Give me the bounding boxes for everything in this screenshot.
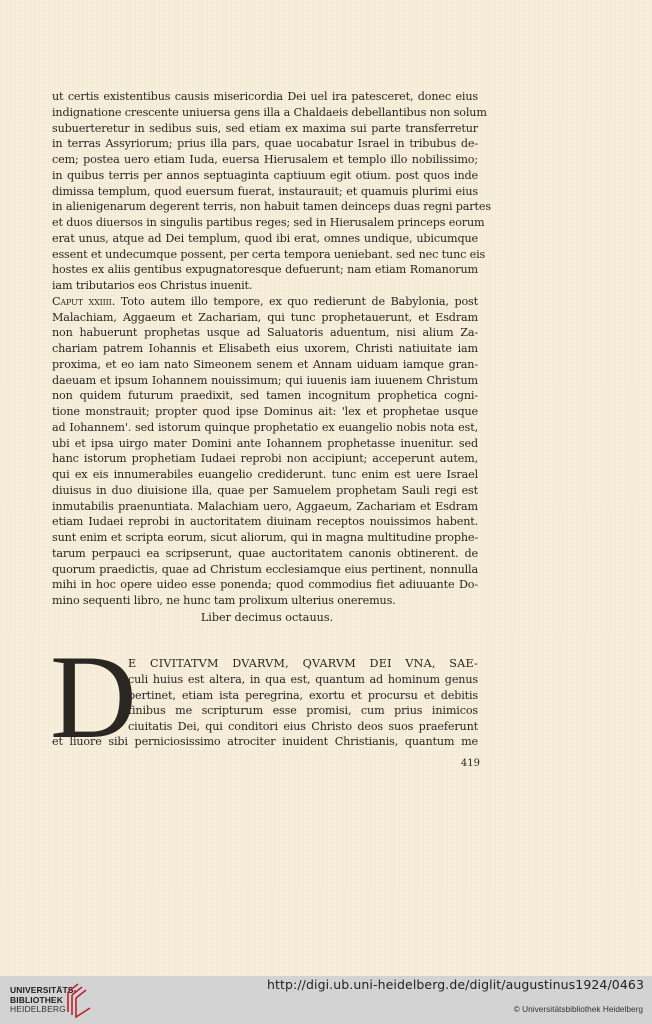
text-line: in terras Assyriorum; prius illa pars, quae uocabatur Israel in tribubus de- [52,137,478,151]
text-line: proxima, et eo iam nato Simeonem senem et Annam uiduam iamque gran- [52,357,478,371]
text-line: sunt enim et scripta eorum, sicut aliorum, qui in magna multitudine prophe- [52,531,478,544]
text-line: tione monstrauit; propter quod ipse Dominus ait: 'lex et prophetae usque [52,405,478,418]
text-line: indignatione crescente uniuersa gens illa a Chaldaeis debellantibus non solum [52,105,487,119]
text-line: ad Iohannem'. sed istorum quinque prophetatio ex euangelio nobis nota est, [52,420,478,434]
text-line: ciuitatis Dei, qui conditori eius Christo deos suos praeferunt [128,720,478,733]
text-line: mino sequenti libro, ne hunc tam prolixum ulterius oneremus. [52,594,396,607]
text-line: culi huius est altera, in qua est, quantum ad hominum genus [128,672,478,686]
body-text [52,89,491,609]
text-line: ut certis existentibus causis misericordia Dei uel ira patesceret, donec eius [52,90,478,103]
text-line: Malachiam, Aggaeum et Zachariam, qui tunc prophetauerunt, et Esdram [52,310,478,324]
text-line: chariam patrem Iohannis et Elisabeth eius uxorem, Christi natiuitate iam [52,342,478,355]
text-line: tarum perpauci ea scripserunt, quae auctoritatem canonis obtinerent. de [52,546,478,560]
text-line: subuerteretur in sedibus suis, sed etiam ex maxima sui parte transferretur [52,121,478,135]
text-line: cem; postea uero etiam Iuda, euersa Hierusalem et templo illo nobilissimo; [52,153,478,166]
text-line: non habuerunt prophetas usque ad Saluatoris aduentum, nisi alium Za- [52,326,478,340]
chapter-text [52,734,478,750]
text-line: daeuam et ipsum Iohannem nouissimum; qui iuuenis iam iuuenem Christum [52,373,478,387]
text-line: non quidem futurum praedixit, sed tamen incognitum prophetica cogni- [52,389,478,403]
caput-heading: Caput xxiiii. [52,294,116,308]
text-line: dimissa templum, quod euersum fuerat, instaurauit; et quamuis plurimi eius [52,184,478,198]
footer-bar [0,976,652,1024]
book-title: Liber decimus octauus. [200,611,334,624]
text-line: et liuore sibi perniciosissimo atrociter inuident Christianis, quantum me [52,735,478,748]
text-line: qui ex eis innumerabiles euangelio crediderunt. tunc enim est uere Israel [52,468,478,481]
text-line: pertinet, etiam ista peregrina, exortu et procursu et debitis [128,688,478,702]
chapter-opening [128,656,478,735]
page-number: 419 [460,758,480,769]
text-line: ubi et ipsa uirgo mater Domini ante Iohannem prophetasse inuenitur. sed [52,436,478,450]
copyright-notice: © Universitätsbibliothek Heidelberg [513,1004,643,1014]
text-line: erat unus, atque ad Dei templum, quod ibi erat, omnes undique, ubicumque [52,231,478,245]
text-line: in quibus terris per annos septuaginta captiuum egit otium. post quos inde [52,168,478,182]
text-line: hanc istorum prophetiam Iudaei reprobi non accipiunt; acceperunt autem, [52,452,478,466]
text-line: finibus me scripturum esse promisi, cum prius inimicos [128,704,478,718]
text-line: et duos diuersos in singulis partibus reges; sed in Hierusalem princeps eorum [52,216,485,229]
paragraph-2 [52,294,478,609]
paragraph-1 [52,89,491,294]
text-line: E CIVITATVM DVARVM, QVARVM DEI VNA, SAE- [128,657,478,670]
text-line: hostes ex aliis gentibus expugnatoresque defuerunt; nam etiam Romanorum [52,263,478,277]
text-line: mihi in hoc opere uideo esse ponenda; quod commodius fiet adiuuante Do- [52,578,478,592]
text-line: Caput xxiiii. Toto autem illo tempore, ex quo redierunt de Babylonia, post [52,294,478,308]
text-line: in alienigenarum degerent terris, non habuit tamen deinceps duas regni partes [52,200,491,214]
page-url-link[interactable]: http://digi.ub.uni-heidelberg.de/diglit/augustinus1924/0463 [266,977,644,992]
library-logo-text[interactable]: UNIVERSITÄTS- BIBLIOTHEK HEIDELBERG [10,985,77,1014]
drop-cap: D [50,630,137,763]
text-line: diuisus in duo diuisione illa, quae per Samuelem prophetam Sauli regi est [52,483,478,497]
text-line: essent et undecumque possent, per certa tempora ueniebant. sed nec tunc eis [52,247,486,261]
text-line: iam tributarios eos Christus inuenit. [52,279,253,292]
text-line: quorum praedictis, quae ad Christum ecclesiamque eius pertinent, nonnulla [52,562,478,576]
text-line: inmutabilis praenuntiata. Malachiam uero, Aggaeum, Zachariam et Esdram [52,499,478,513]
text-line: etiam Iudaei reprobi in auctoritatem diuinam receptos nouissimos habent. [52,515,478,529]
library-logo-icon[interactable] [64,980,94,1018]
